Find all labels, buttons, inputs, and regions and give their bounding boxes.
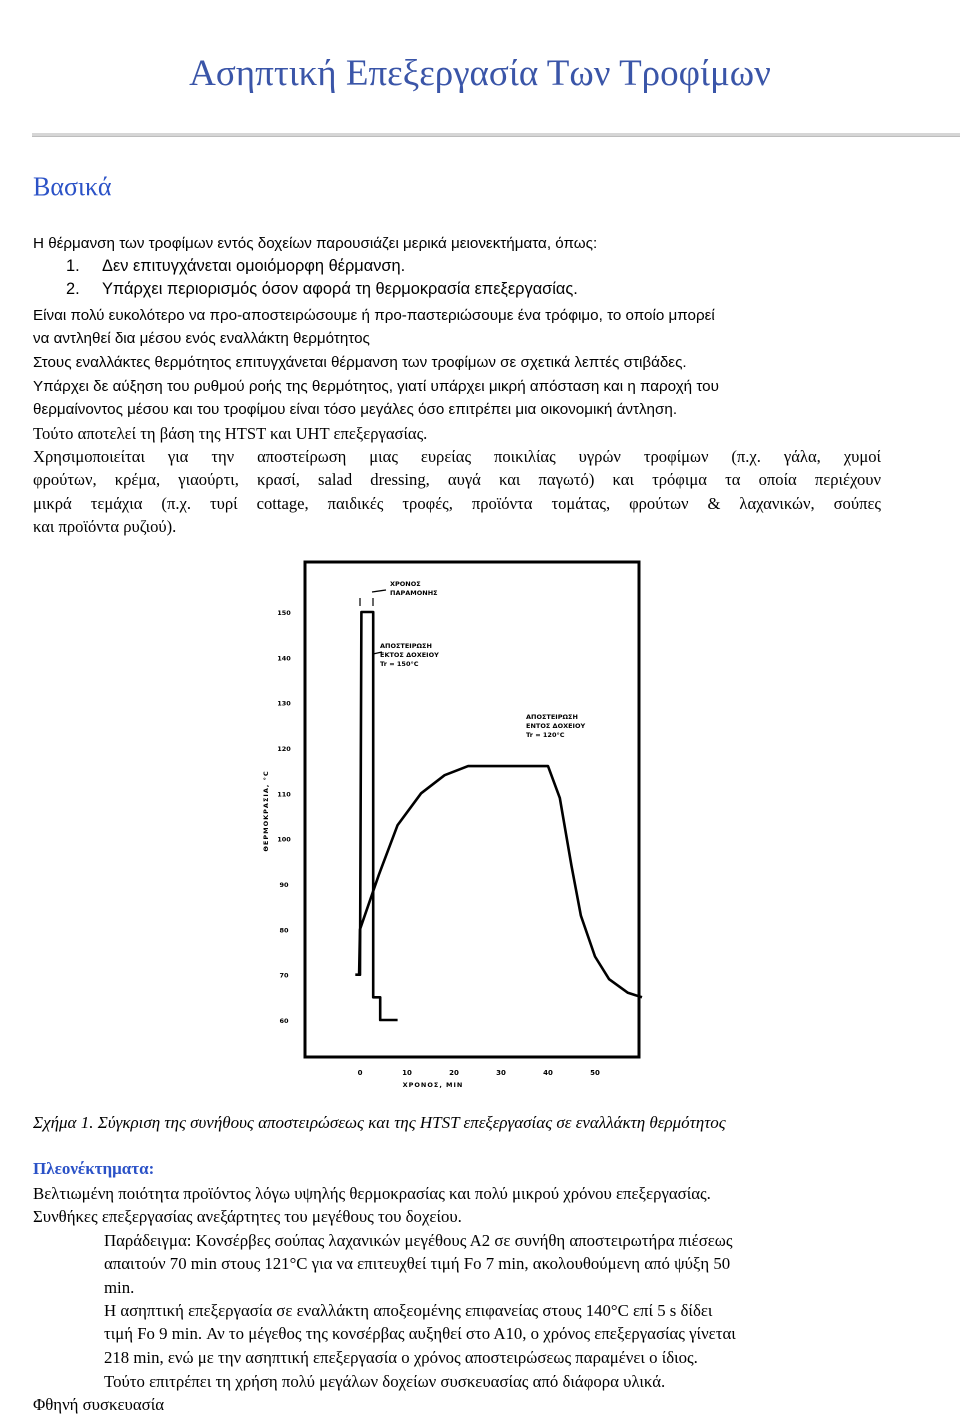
intro-text: Η θέρμανση των τροφίμων εντός δοχείων παρουσιάζει μερικά μειονεκτήματα, όπως: bbox=[33, 235, 598, 252]
advantage-item: Βελτιωμένη ποιότητα προϊόντος λόγω υψηλής θερμοκρασίας και πολύ μικρού χρόνου επεξεργασίας. bbox=[33, 1184, 711, 1203]
annotation-label: Tr = 120°C bbox=[526, 731, 565, 739]
list-item: Δεν επιτυγχάνεται ομοιόμορφη θέρμανση. bbox=[102, 257, 406, 275]
example-line: min. bbox=[104, 1278, 135, 1297]
paragraph-line: Στους εναλλάκτες θερμότητος επιτυγχάνεται θέρμανση των τροφίμων σε σχετικά λεπτές στιβάδες. bbox=[33, 354, 687, 371]
example-line: Η ασηπτική επεξεργασία σε εναλλάκτη αποξεομένης επιφανείας στους 140°C επί 5 s δίδει bbox=[104, 1301, 713, 1320]
x-tick-label: 30 bbox=[496, 1069, 506, 1077]
y-tick-label: 140 bbox=[277, 654, 291, 663]
advantage-item: Συνθήκες επεξεργασίας ανεξάρτητες του μεγέθους του δοχείου. bbox=[33, 1207, 462, 1226]
x-tick-label: 0 bbox=[357, 1069, 363, 1077]
paragraph-line: Είναι πολύ ευκολότερο να προ-αποστειρώσουμε ή προ-παστεριώσουμε ένα τρόφιμο, το οποίο μπορεί bbox=[33, 307, 715, 324]
y-tick-label: 150 bbox=[277, 609, 291, 617]
y-tick-label: 100 bbox=[277, 835, 291, 844]
paragraph-line: να αντληθεί δια μέσου ενός εναλλάκτη θερμότητος bbox=[33, 330, 370, 347]
annotation-label: ΑΠΟΣΤΕΙΡΩΣΗ bbox=[526, 713, 578, 721]
annotation-arrow bbox=[372, 590, 386, 592]
list-item-number: 1. bbox=[66, 257, 80, 275]
annotation-label: ΑΠΟΣΤΕΙΡΩΣΗ bbox=[380, 642, 432, 650]
temperature-time-chart bbox=[250, 556, 650, 1096]
y-tick-label: 120 bbox=[277, 745, 291, 753]
residence-bracket bbox=[360, 598, 373, 606]
paragraph-line: Τούτο αποτελεί τη βάση της HTST και UHT επεξεργασίας. bbox=[33, 424, 428, 443]
annotation-label: ΕΝΤΟΣ ΔΟΧΕΙΟΥ bbox=[526, 722, 586, 730]
x-tick-label: 50 bbox=[590, 1069, 600, 1077]
annotation-label: ΕΚΤΟΣ ΔΟΧΕΙΟΥ bbox=[380, 651, 439, 659]
y-tick-label: 130 bbox=[277, 699, 291, 708]
section-heading: Βασικά bbox=[33, 172, 112, 201]
x-tick-label: 10 bbox=[402, 1069, 412, 1077]
x-axis-label: ΧΡΟΝΟΣ, MIN bbox=[402, 1081, 464, 1089]
list-item: Υπάρχει περιορισμός όσον αφορά τη θερμοκρασία επεξεργασίας. bbox=[102, 280, 578, 298]
annotation-label: ΠΑΡΑΜΟΝΗΣ bbox=[390, 589, 438, 597]
paragraph-line: θερμαίνοντος μέσου και του τροφίμου είναι τόσο μεγάλες όσο επιτρέπει μια οικονομική άντληση. bbox=[33, 401, 678, 418]
y-axis-label: ΘΕΡΜΟΚΡΑΣΙΑ, °C bbox=[262, 770, 270, 852]
page-title: Ασηπτική Επεξεργασία Των Τροφίμων bbox=[189, 53, 771, 94]
annotation-label: Tr = 150°C bbox=[380, 660, 419, 668]
advantages-heading: Πλεονέκτηματα: bbox=[33, 1159, 155, 1178]
paragraph-line: Υπάρχει δε αύξηση του ρυθμού ροής της θερμότητος, γιατί υπάρχει μικρή απόσταση και η παροχή του bbox=[33, 378, 719, 395]
title-divider bbox=[32, 133, 960, 137]
closing-line: Φθηνή συσκευασία bbox=[33, 1395, 164, 1414]
y-tick-label: 70 bbox=[279, 971, 289, 980]
paragraph-line: Χρησιμοποιείται για την αποστείρωση μιας ευρείας ποικιλίας υγρών τροφίμων (π.χ. γάλα, χυμοί bbox=[33, 447, 881, 466]
example-line: 218 min, ενώ με την ασηπτική επεξεργασία ο χρόνος αποστειρώσεως παραμένει ο ίδιος. bbox=[104, 1348, 698, 1367]
series-line bbox=[355, 612, 397, 1020]
y-tick-label: 110 bbox=[277, 790, 291, 799]
figure-caption: Σχήμα 1. Σύγκριση της συνήθους αποστειρώσεως και της HTST επεξεργασίας σε εναλλάκτη θερμότητος bbox=[33, 1113, 726, 1132]
paragraph-line: και προϊόντα ρυζιού). bbox=[33, 517, 177, 536]
annotation-label: ΧΡΟΝΟΣ bbox=[390, 580, 421, 588]
x-tick-label: 20 bbox=[449, 1069, 459, 1077]
list-item-number: 2. bbox=[66, 280, 80, 298]
y-tick-label: 80 bbox=[279, 926, 289, 935]
y-tick-label: 60 bbox=[279, 1017, 289, 1025]
y-tick-label: 90 bbox=[279, 881, 289, 889]
example-line: απαιτούν 70 min στους 121°C για να επιτευχθεί τιμή Fo 7 min, ακολουθούμενη από ψύξη 50 bbox=[104, 1254, 731, 1273]
paragraph-line: μικρά τεμάχια (π.χ. τυρί cottage, παιδικές τροφές, προϊόντα τομάτας, φρούτων & λαχανικών, σούπες bbox=[33, 494, 881, 513]
example-line: Τούτο επιτρέπει τη χρήση πολύ μεγάλων δοχείων συσκευασίας από διάφορα υλικά. bbox=[104, 1372, 666, 1391]
example-line: Παράδειγμα: Κονσέρβες σούπας λαχανικών μεγέθους Α2 σε συνήθη αποστειρωτήρα πιέσεως bbox=[104, 1231, 733, 1250]
paragraph-line: φρούτων, κρέμα, γιαούρτι, κρασί, salad dressing, αυγά και παγωτό) και τρόφιμα τα οποία περιέχουν bbox=[33, 470, 881, 489]
chart-frame bbox=[305, 562, 639, 1057]
series-line bbox=[359, 766, 642, 997]
example-line: τιμή Fo 9 min. Αν το μέγεθος της κονσέρβας αυξηθεί στο Α10, ο χρόνος επεξεργασίας γίνεται bbox=[104, 1324, 736, 1343]
x-tick-label: 40 bbox=[543, 1069, 553, 1077]
